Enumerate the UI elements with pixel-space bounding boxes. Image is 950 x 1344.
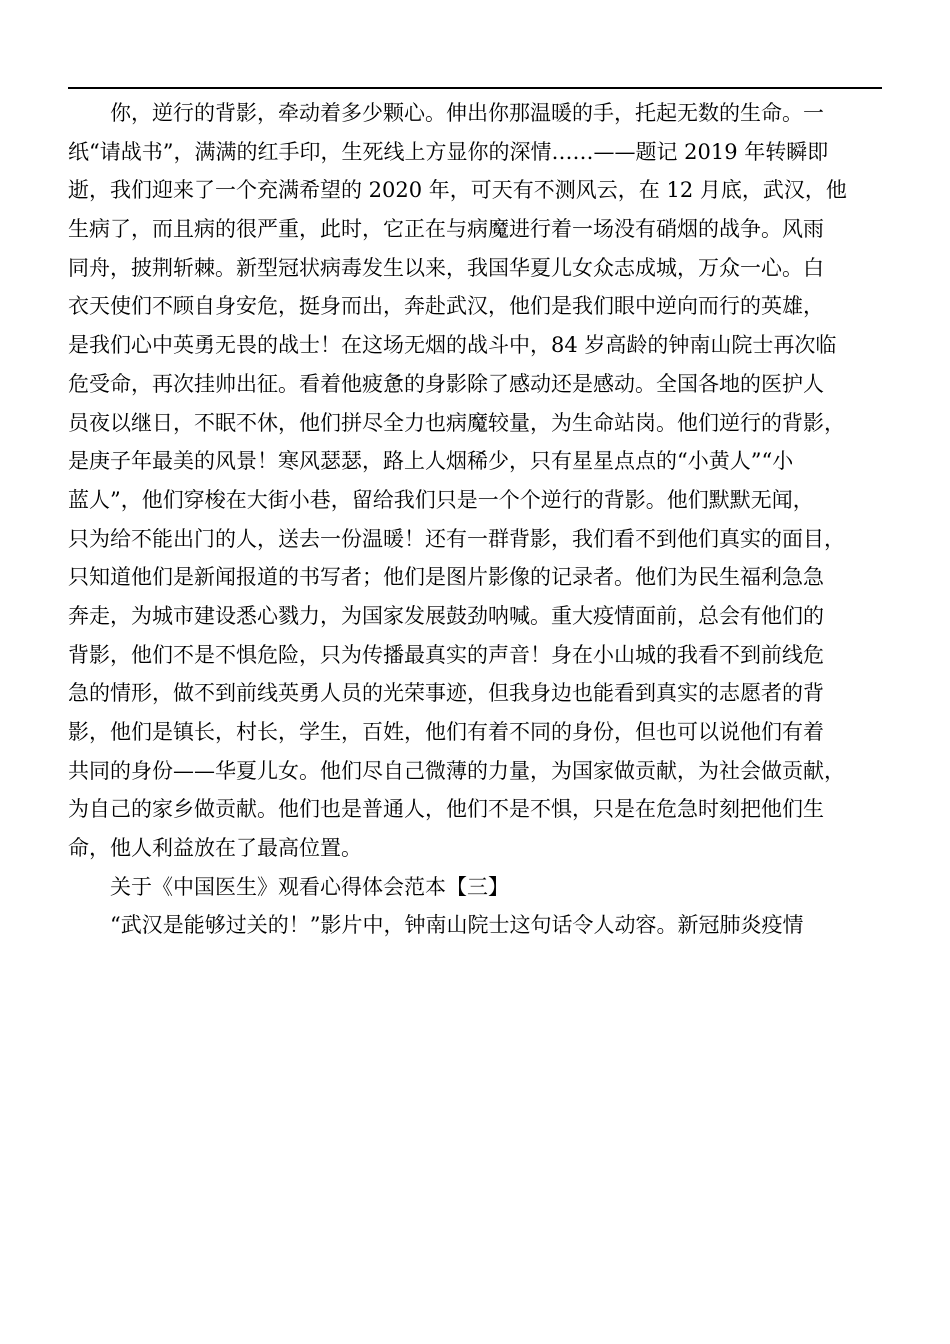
paragraph-1-line-6: 衣天使们不顾自身安危，挺身而出，奔赴武汉，他们是我们眼中逆向而行的英雄， [68,294,824,319]
paragraph-1-line-3: 逝，我们迎来了一个充满希望的 2020 年，可天有不测风云，在 12 月底，武汉，他 [68,178,847,203]
paragraph-1-line-18: 共同的身份——华夏儿女。他们尽自己微薄的力量，为国家做贡献，为社会做贡献， [68,758,845,783]
section-heading-text: 关于《中国医生》观看心得体会范本【三】 [110,874,509,899]
paragraph-1 [68,94,882,868]
paragraph-1-line-12: 只为给不能出门的人，送去一份温暖！还有一群背影，我们看不到他们真实的面目， [68,526,845,551]
paragraph-1-line-9: 员夜以继日，不眠不休，他们拼尽全力也病魔较量，为生命站岗。他们逆行的背影， [68,410,845,435]
paragraph-1-line-8: 危受命，再次挂帅出征。看着他疲惫的身影除了感动还是感动。全国各地的医护人 [68,371,824,396]
paragraph-1-line-15: 背影，他们不是不惧危险，只为传播最真实的声音！身在小山城的我看不到前线危 [68,642,824,667]
paragraph-3-line-1: “武汉是能够过关的！”影片中，钟南山院士这句话令人动容。新冠肺炎疫情 [110,913,804,938]
section-heading [68,868,882,907]
paragraph-1-line-14: 奔走，为城市建设悉心戮力，为国家发展鼓劲呐喊。重大疫情面前，总会有他们的 [68,603,824,628]
header-rule [68,87,882,89]
paragraph-1-line-10: 是庚子年最美的风景！寒风瑟瑟，路上人烟稀少，只有星星点点的“小黄人”“小 [68,449,794,474]
paragraph-1-line-19: 为自己的家乡做贡献。他们也是普通人，他们不是不惧，只是在危急时刻把他们生 [68,797,824,822]
paragraph-1-line-13: 只知道他们是新闻报道的书写者；他们是图片影像的记录者。他们为民生福利急急 [68,565,824,590]
paragraph-1-line-7: 是我们心中英勇无畏的战士！在这场无烟的战斗中，84 岁高龄的钟南山院士再次临 [68,333,837,358]
paragraph-1-line-2: 纸“请战书”，满满的红手印，生死线上方显你的深情……——题记 2019 年转瞬即 [68,139,829,164]
paragraph-3 [68,906,882,945]
paragraph-1-line-5: 同舟，披荆斩棘。新型冠状病毒发生以来，我国华夏儿女众志成城，万众一心。白 [68,255,824,280]
paragraph-1-line-1: 你，逆行的背影，牵动着多少颗心。伸出你那温暖的手，托起无数的生命。一 [110,101,824,125]
paragraph-1-line-4: 生病了，而且病的很严重，此时，它正在与病魔进行着一场没有硝烟的战争。风雨 [68,217,824,242]
document-body [68,94,882,945]
paragraph-1-line-16: 急的情形，做不到前线英勇人员的光荣事迹，但我身边也能看到真实的志愿者的背 [68,681,824,706]
paragraph-1-line-11: 蓝人”，他们穿梭在大街小巷，留给我们只是一个个逆行的背影。他们默默无闻， [68,487,814,512]
paragraph-1-line-17: 影，他们是镇长，村长，学生，百姓，他们有着不同的身份，但也可以说他们有着 [68,720,824,744]
paragraph-1-line-20: 命，他人利益放在了最高位置。 [68,836,362,861]
